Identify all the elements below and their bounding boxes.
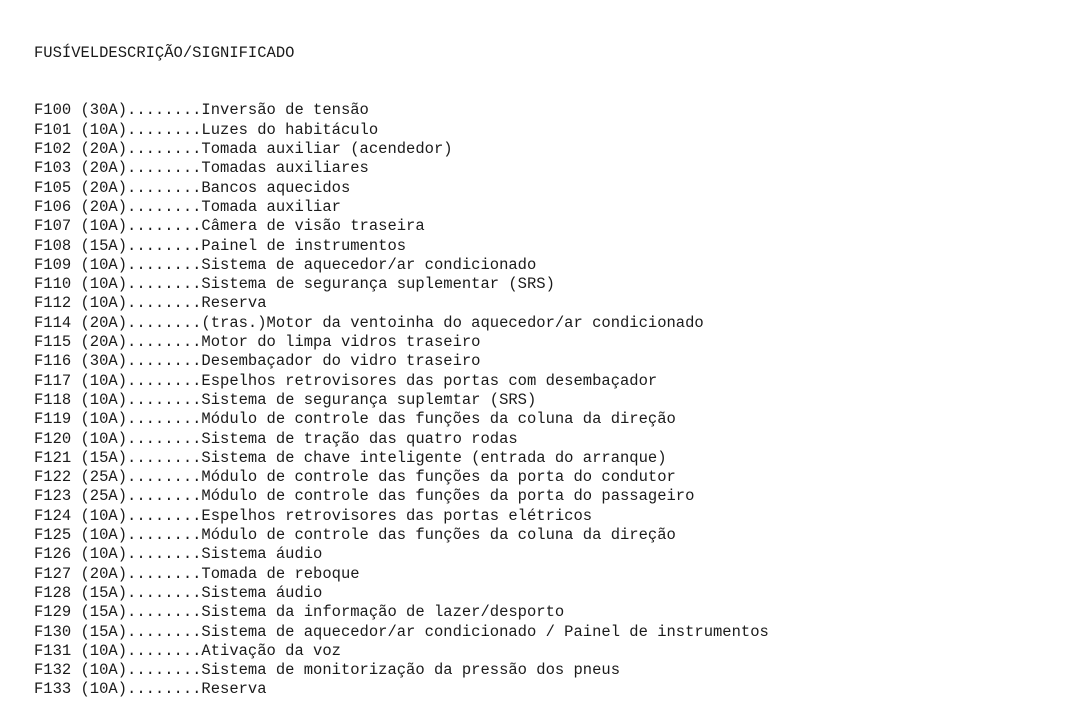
fuse-row: F101 (10A)........Luzes do habitáculo	[34, 120, 379, 139]
fuse-row: F117 (10A)........Espelhos retrovisores das portas com desembaçador	[34, 371, 658, 390]
fuse-row: F100 (30A)........Inversão de tensão	[34, 101, 369, 120]
fuse-row: F131 (10A)........Ativação da voz	[34, 641, 341, 660]
fuse-row: F119 (10A)........Módulo de controle das funções da coluna da direção	[34, 410, 676, 429]
fuse-row: F107 (10A)........Câmera de visão traseira	[34, 217, 425, 236]
fuse-row: F105 (20A)........Bancos aquecidos	[34, 178, 351, 197]
fuse-row: F127 (20A)........Tomada de reboque	[34, 564, 360, 583]
fuse-row: F108 (15A)........Painel de instrumentos	[34, 236, 407, 255]
fuse-row: F112 (10A)........Reserva	[34, 294, 267, 313]
fuse-row: F116 (30A)........Desembaçador do vidro traseiro	[34, 352, 481, 371]
fuse-row: F125 (10A)........Módulo de controle das funções da coluna da direção	[34, 526, 676, 545]
fuse-row: F126 (10A)........Sistema áudio	[34, 545, 323, 564]
fuse-row: F118 (10A)........Sistema de segurança suplemtar (SRS)	[34, 390, 537, 409]
fuse-row: F124 (10A)........Espelhos retrovisores das portas elétricos	[34, 506, 593, 525]
fuse-list-document	[34, 5, 769, 719]
fuse-row: F115 (20A)........Motor do limpa vidros traseiro	[34, 333, 481, 352]
fuse-row: F120 (10A)........Sistema de tração das quatro rodas	[34, 429, 518, 448]
fuse-list-rows	[34, 101, 769, 699]
fuse-row: F102 (20A)........Tomada auxiliar (acendedor)	[34, 140, 453, 159]
fuse-list-header: FUSÍVELDESCRIÇÃO/SIGNIFICADO	[34, 43, 295, 62]
fuse-row: F133 (10A)........Reserva	[34, 680, 267, 699]
fuse-row: F103 (20A)........Tomadas auxiliares	[34, 159, 369, 178]
fuse-row: F128 (15A)........Sistema áudio	[34, 583, 323, 602]
fuse-row: F106 (20A)........Tomada auxiliar	[34, 197, 341, 216]
fuse-row: F110 (10A)........Sistema de segurança suplementar (SRS)	[34, 275, 555, 294]
fuse-row: F129 (15A)........Sistema da informação de lazer/desporto	[34, 603, 565, 622]
fuse-row: F130 (15A)........Sistema de aquecedor/ar condicionado / Painel de instrumentos	[34, 622, 769, 641]
fuse-row: F123 (25A)........Módulo de controle das funções da porta do passageiro	[34, 487, 695, 506]
fuse-row: F109 (10A)........Sistema de aquecedor/ar condicionado	[34, 255, 537, 274]
fuse-row: F122 (25A)........Módulo de controle das funções da porta do condutor	[34, 468, 676, 487]
fuse-row: F114 (20A)........(tras.)Motor da ventoinha do aquecedor/ar condicionado	[34, 313, 704, 332]
fuse-row: F121 (15A)........Sistema de chave inteligente (entrada do arranque)	[34, 448, 667, 467]
fuse-row: F132 (10A)........Sistema de monitorização da pressão dos pneus	[34, 661, 620, 680]
